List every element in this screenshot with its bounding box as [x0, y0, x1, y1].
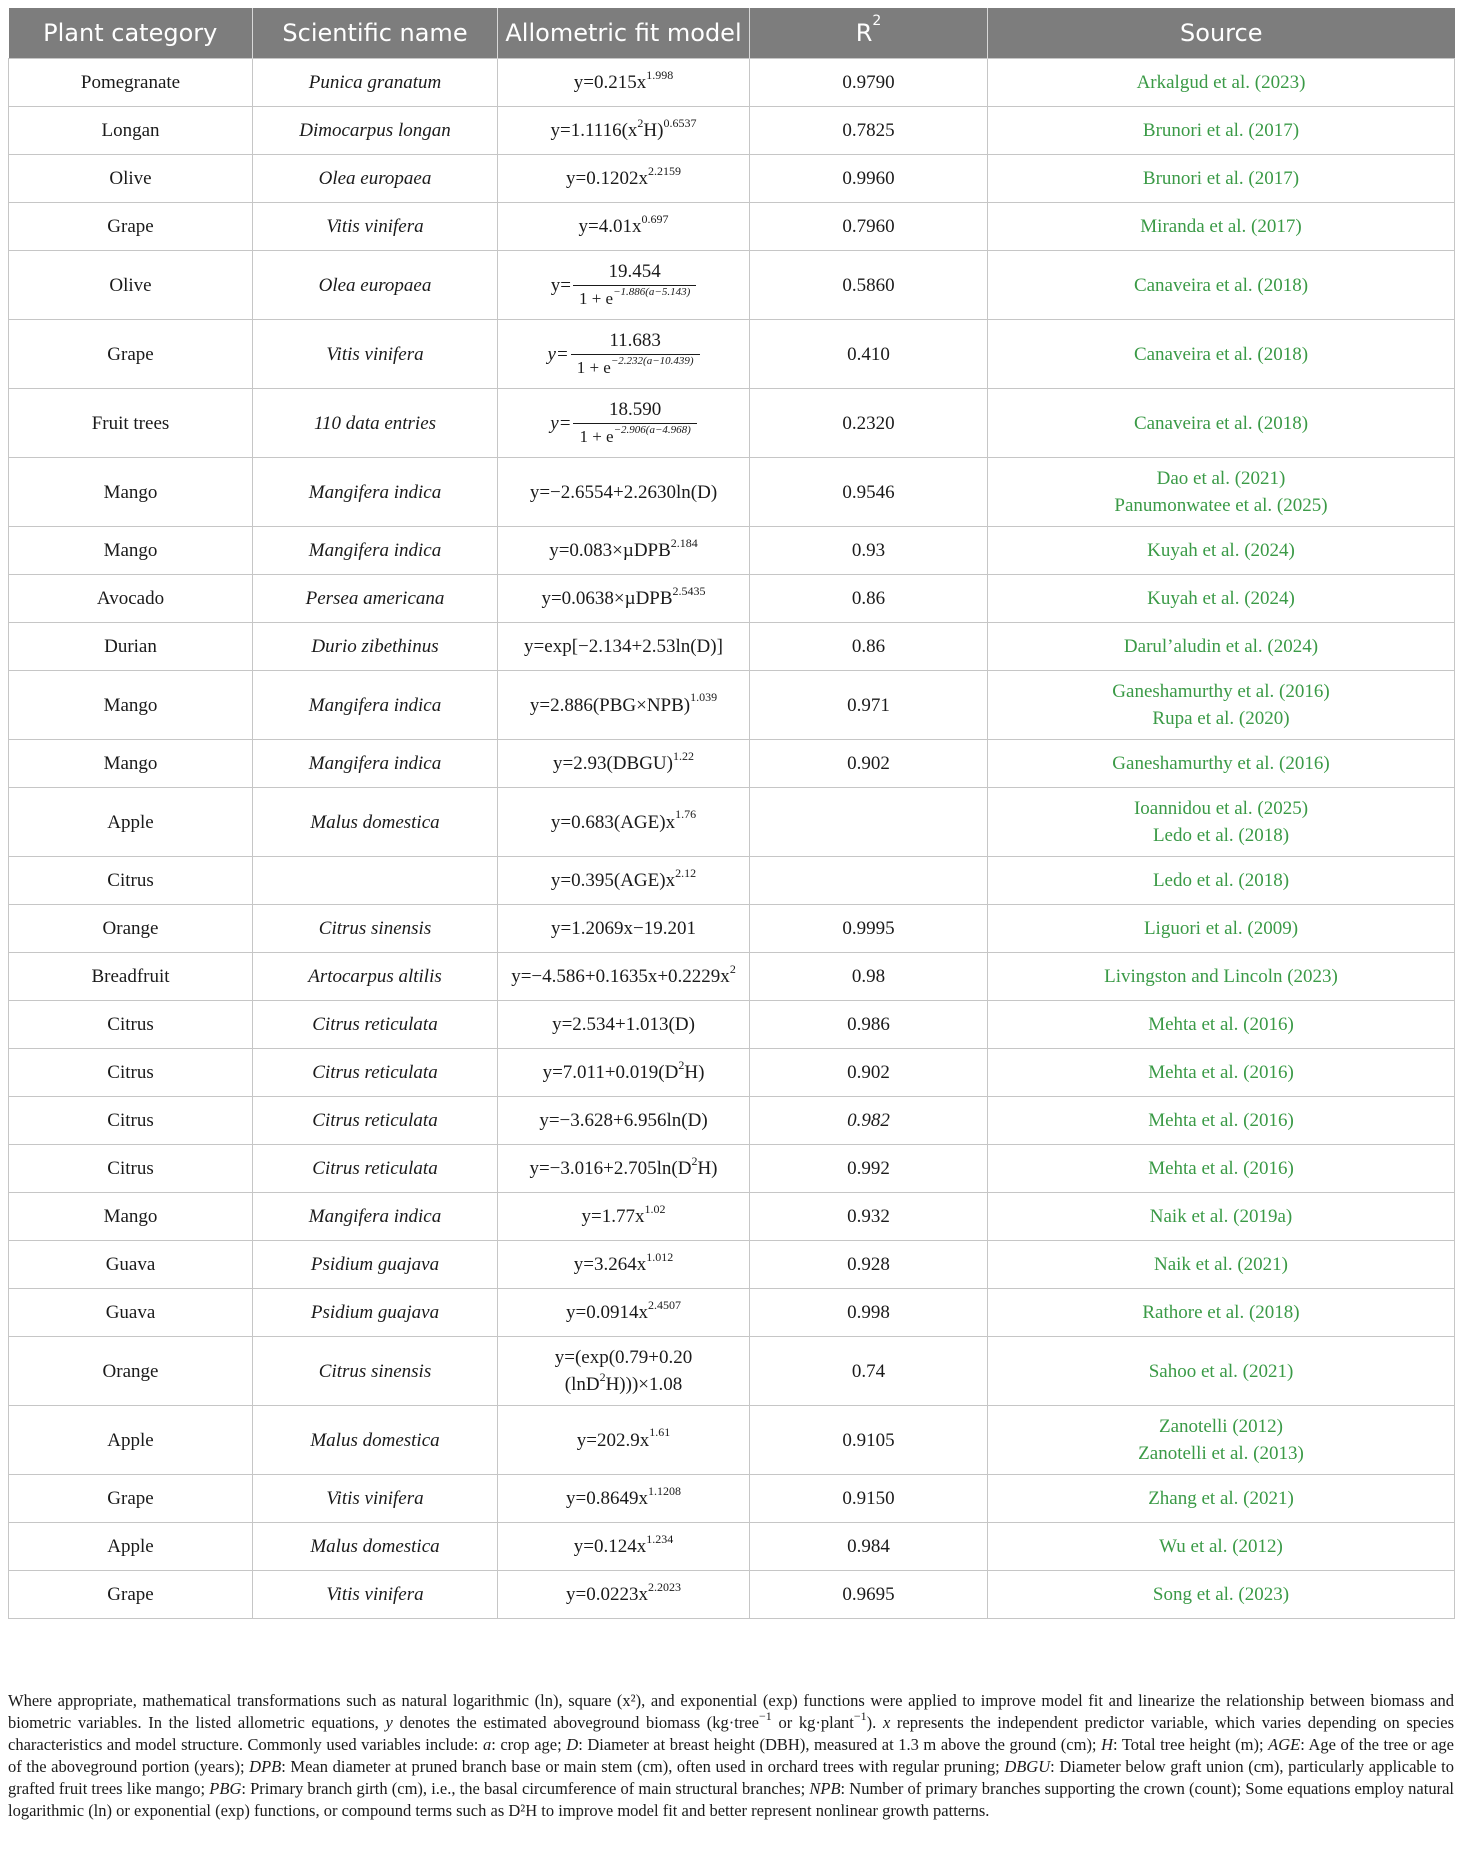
cell-r2: 0.984	[750, 1523, 988, 1571]
table-row	[9, 458, 1455, 527]
cell-plant-category: Citrus	[9, 1049, 253, 1097]
cell-source	[988, 1145, 1455, 1193]
cell-scientific-name	[253, 857, 498, 905]
cell-r2: 0.902	[750, 1049, 988, 1097]
source-link[interactable]: Kuyah et al. (2024)	[1147, 540, 1295, 561]
table-row	[9, 1001, 1455, 1049]
cell-source	[988, 905, 1455, 953]
table-row	[9, 788, 1455, 857]
table-row	[9, 857, 1455, 905]
cell-scientific-name: Artocarpus altilis	[253, 953, 498, 1001]
header-plant-category: Plant category	[9, 8, 253, 59]
cell-plant-category: Fruit trees	[9, 389, 253, 458]
cell-allometric-model: y=−2.6554+2.2630ln(D)	[498, 458, 750, 527]
cell-r2: 0.93	[750, 527, 988, 575]
cell-plant-category: Longan	[9, 107, 253, 155]
cell-scientific-name: Vitis vinifera	[253, 1571, 498, 1619]
cell-allometric-model: $y=1.1116(x^2H)^{0.6537}$	[498, 107, 750, 155]
cell-source	[988, 203, 1455, 251]
cell-r2: 0.986	[750, 1001, 988, 1049]
cell-scientific-name: Mangifera indica	[253, 527, 498, 575]
cell-r2: 0.998	[750, 1289, 988, 1337]
cell-source	[988, 1193, 1455, 1241]
cell-source	[988, 1475, 1455, 1523]
cell-plant-category: Mango	[9, 458, 253, 527]
cell-scientific-name: Citrus reticulata	[253, 1049, 498, 1097]
table-container	[8, 8, 1454, 1619]
cell-plant-category: Citrus	[9, 857, 253, 905]
cell-scientific-name: Vitis vinifera	[253, 320, 498, 389]
cell-plant-category: Grape	[9, 203, 253, 251]
cell-allometric-model: y=2.93(DBGU)$^{1.22}$	[498, 740, 750, 788]
source-link[interactable]: Dao et al. (2021)	[1156, 468, 1286, 489]
cell-allometric-model: y=exp[−2.134+2.53ln(D)]	[498, 623, 750, 671]
cell-allometric-model: y= $\frac{11.683}{1 + e^{-2.232(a-10.439)}}$	[498, 320, 750, 389]
source-link[interactable]: Zanotelli (2012)	[1159, 1416, 1283, 1437]
cell-r2	[750, 857, 988, 905]
source-link[interactable]: Kuyah et al. (2024)	[1147, 588, 1295, 609]
source-link[interactable]: Rathore et al. (2018)	[1142, 1302, 1300, 1323]
cell-r2: 0.86	[750, 575, 988, 623]
cell-scientific-name: Vitis vinifera	[253, 203, 498, 251]
table-row	[9, 1145, 1455, 1193]
cell-r2: 0.928	[750, 1241, 988, 1289]
cell-allometric-model: $y=0.0914x^{2.4507}$	[498, 1289, 750, 1337]
cell-plant-category: Mango	[9, 671, 253, 740]
source-link[interactable]: Song et al. (2023)	[1152, 1584, 1290, 1605]
cell-scientific-name: Durio zibethinus	[253, 623, 498, 671]
table-row	[9, 1289, 1455, 1337]
table-row	[9, 107, 1455, 155]
cell-plant-category: Avocado	[9, 575, 253, 623]
cell-plant-category: Citrus	[9, 1145, 253, 1193]
table-row	[9, 1571, 1455, 1619]
cell-r2: 0.9695	[750, 1571, 988, 1619]
cell-plant-category: Guava	[9, 1289, 253, 1337]
cell-r2: 0.7825	[750, 107, 988, 155]
source-link[interactable]: Brunori et al. (2017)	[1142, 168, 1300, 189]
table-row	[9, 59, 1455, 107]
source-link[interactable]: Ledo et al. (2018)	[1152, 825, 1290, 846]
source-link[interactable]: Ganeshamurthy et al. (2016)	[1112, 753, 1330, 774]
cell-plant-category: Grape	[9, 1571, 253, 1619]
source-link[interactable]: Arkalgud et al. (2023)	[1136, 72, 1306, 93]
cell-allometric-model: $y=0.395(AGE)x^{2.12}$	[498, 857, 750, 905]
cell-r2: 0.992	[750, 1145, 988, 1193]
cell-plant-category: Grape	[9, 1475, 253, 1523]
cell-plant-category: Orange	[9, 1337, 253, 1406]
cell-plant-category: Durian	[9, 623, 253, 671]
table-row	[9, 203, 1455, 251]
cell-r2: 0.9995	[750, 905, 988, 953]
cell-scientific-name: Citrus sinensis	[253, 905, 498, 953]
cell-source	[988, 1049, 1455, 1097]
cell-source	[988, 155, 1455, 203]
cell-r2: 0.9790	[750, 59, 988, 107]
cell-allometric-model: y=2.534+1.013(D)	[498, 1001, 750, 1049]
cell-plant-category: Mango	[9, 527, 253, 575]
cell-allometric-model: y=0.0638×µDPB$^{2.5435}$	[498, 575, 750, 623]
cell-r2: 0.9960	[750, 155, 988, 203]
source-link[interactable]: Sahoo et al. (2021)	[1148, 1360, 1294, 1382]
cell-r2: 0.982	[750, 1097, 988, 1145]
cell-r2: 0.98	[750, 953, 988, 1001]
table-row	[9, 905, 1455, 953]
cell-source	[988, 671, 1455, 740]
cell-allometric-model: y=(exp(0.79+0.20 (lnD$^2$H)))×1.08	[498, 1337, 750, 1406]
cell-source	[988, 1097, 1455, 1145]
cell-allometric-model: y=−3.628+6.956ln(D)	[498, 1097, 750, 1145]
cell-scientific-name: Mangifera indica	[253, 458, 498, 527]
header-source: Source	[988, 8, 1455, 59]
cell-plant-category: Apple	[9, 1523, 253, 1571]
cell-plant-category: Grape	[9, 320, 253, 389]
cell-source	[988, 575, 1455, 623]
cell-allometric-model: $y=4.01x^{0.697}$	[498, 203, 750, 251]
cell-source	[988, 1523, 1455, 1571]
cell-r2: 0.410	[750, 320, 988, 389]
cell-scientific-name: Citrus sinensis	[253, 1337, 498, 1406]
cell-allometric-model: y= $\frac{18.590}{1 + e^{-2.906(a-4.968)}}$	[498, 389, 750, 458]
cell-source	[988, 59, 1455, 107]
header-r2: $R^2$	[750, 8, 988, 59]
cell-r2	[750, 788, 988, 857]
cell-plant-category: Apple	[9, 1406, 253, 1475]
cell-scientific-name: Mangifera indica	[253, 740, 498, 788]
cell-source	[988, 788, 1455, 857]
cell-allometric-model: $y=0.683(AGE)x^{1.76}$	[498, 788, 750, 857]
table-row	[9, 320, 1455, 389]
cell-plant-category: Mango	[9, 1193, 253, 1241]
cell-allometric-model: $y=0.1202x^{2.2159}$	[498, 155, 750, 203]
cell-scientific-name: Psidium guajava	[253, 1289, 498, 1337]
source-link[interactable]: Zanotelli et al. (2013)	[1138, 1443, 1304, 1464]
cell-scientific-name: Punica granatum	[253, 59, 498, 107]
table-row	[9, 623, 1455, 671]
source-link[interactable]: Darul’aludin et al. (2024)	[1123, 636, 1319, 657]
cell-scientific-name: Olea europaea	[253, 251, 498, 320]
cell-r2: 0.7960	[750, 203, 988, 251]
table-row	[9, 155, 1455, 203]
cell-source	[988, 953, 1455, 1001]
cell-source	[988, 1571, 1455, 1619]
cell-allometric-model: $y=0.0223x^{2.2023}$	[498, 1571, 750, 1619]
source-link[interactable]: Naik et al. (2021)	[1153, 1254, 1288, 1275]
source-link[interactable]: Wu et al. (2012)	[1159, 1536, 1283, 1557]
cell-source	[988, 1289, 1455, 1337]
cell-plant-category: Pomegranate	[9, 59, 253, 107]
table-row	[9, 671, 1455, 740]
source-link[interactable]: Brunori et al. (2017)	[1142, 120, 1300, 141]
table-row	[9, 1475, 1455, 1523]
cell-scientific-name: Malus domestica	[253, 788, 498, 857]
table-row	[9, 740, 1455, 788]
cell-r2: 0.5860	[750, 251, 988, 320]
cell-allometric-model: y= $\frac{19.454}{1 + e^{-1.886(a-5.143)}}$	[498, 251, 750, 320]
table-footnote: Where appropriate, mathematical transformations such as natural logarithmic (ln), square (x²), and exponential (exp) functions were applied to improve model fit and linearize the relationship between biomass and biometric variables. In the listed allometric equations, y denotes the estimated aboveground biomass (kg·tree$^{-1}$ or kg·plant$^{-1}$). x represents the independent predictor variable, which varies depending on species characteristics and model structure. Commonly used variables include: a: crop age; D: Diameter at breast height (DBH), measured at 1.3 m above the ground (cm); H: Total tree height (m); AGE: Age of the tree or age of the aboveground portion (years); DPB: Mean diameter at pruned branch base or main stem (cm), often used in orchard trees with regular pruning; DBGU: Diameter below graft union (cm), particularly applicable to grafted fruit trees like mango; PBG: Primary branch girth (cm), i.e., the basal circumference of main structural branches; NPB: Number of primary branches supporting the crown (count); Some equations employ natural logarithmic (ln) or exponential (exp) functions, or compound terms such as D²H to improve model fit and better represent nonlinear growth patterns.	[8, 1691, 1455, 1820]
table-header-row	[9, 8, 1455, 59]
source-link[interactable]: Mehta et al. (2016)	[1148, 1158, 1294, 1179]
cell-scientific-name: Citrus reticulata	[253, 1001, 498, 1049]
source-link[interactable]: Ioannidou et al. (2025)	[1133, 798, 1309, 819]
source-link[interactable]: Canaveira et al. (2018)	[1133, 412, 1309, 434]
table-row	[9, 527, 1455, 575]
cell-allometric-model: $y=2.886(PBG\times NPB)^{1.039}$	[498, 671, 750, 740]
cell-source	[988, 857, 1455, 905]
cell-allometric-model: y=0.083×µDPB$^{2.184}$	[498, 527, 750, 575]
cell-source	[988, 1406, 1455, 1475]
cell-source	[988, 740, 1455, 788]
cell-r2: 0.74	[750, 1337, 988, 1406]
cell-allometric-model: $y=0.124x^{1.234}$	[498, 1523, 750, 1571]
source-link[interactable]: Miranda et al. (2017)	[1140, 216, 1302, 237]
cell-source	[988, 527, 1455, 575]
cell-plant-category: Citrus	[9, 1097, 253, 1145]
cell-r2: 0.86	[750, 623, 988, 671]
cell-r2: 0.932	[750, 1193, 988, 1241]
cell-allometric-model: $y=0.8649x^{1.1208}$	[498, 1475, 750, 1523]
cell-plant-category: Citrus	[9, 1001, 253, 1049]
cell-allometric-model: $y=-4.586+0.1635x+0.2229x^2$	[498, 953, 750, 1001]
source-link[interactable]: Liguori et al. (2009)	[1143, 918, 1299, 939]
cell-source	[988, 251, 1455, 320]
source-link[interactable]: Mehta et al. (2016)	[1148, 1062, 1294, 1083]
cell-allometric-model: $y=0.215x^{1.998}$	[498, 59, 750, 107]
source-link[interactable]: Mehta et al. (2016)	[1148, 1014, 1294, 1035]
cell-scientific-name: Olea europaea	[253, 155, 498, 203]
cell-source	[988, 458, 1455, 527]
table-body	[9, 59, 1455, 1619]
cell-scientific-name: Malus domestica	[253, 1523, 498, 1571]
cell-source	[988, 1337, 1455, 1406]
table-row	[9, 389, 1455, 458]
table-row	[9, 1337, 1455, 1406]
source-link[interactable]: Rupa et al. (2020)	[1152, 708, 1290, 729]
cell-source	[988, 107, 1455, 155]
cell-source	[988, 623, 1455, 671]
cell-scientific-name: Vitis vinifera	[253, 1475, 498, 1523]
cell-plant-category: Orange	[9, 905, 253, 953]
cell-plant-category: Breadfruit	[9, 953, 253, 1001]
cell-scientific-name: Dimocarpus longan	[253, 107, 498, 155]
table-row	[9, 1193, 1455, 1241]
cell-allometric-model: $y=202.9x^{1.61}$	[498, 1406, 750, 1475]
cell-source	[988, 1001, 1455, 1049]
cell-r2: 0.9105	[750, 1406, 988, 1475]
cell-plant-category: Guava	[9, 1241, 253, 1289]
cell-allometric-model: $y=-3.016+2.705\ln(D^2H)$	[498, 1145, 750, 1193]
table-row	[9, 953, 1455, 1001]
table-row	[9, 1406, 1455, 1475]
source-link[interactable]: Ledo et al. (2018)	[1152, 870, 1290, 891]
cell-r2: 0.9150	[750, 1475, 988, 1523]
cell-r2: 0.2320	[750, 389, 988, 458]
cell-scientific-name: Mangifera indica	[253, 1193, 498, 1241]
cell-r2: 0.902	[750, 740, 988, 788]
cell-scientific-name: Persea americana	[253, 575, 498, 623]
cell-scientific-name: Citrus reticulata	[253, 1097, 498, 1145]
cell-scientific-name: Citrus reticulata	[253, 1145, 498, 1193]
source-link[interactable]: Naik et al. (2019a)	[1149, 1206, 1293, 1227]
table-row	[9, 1241, 1455, 1289]
source-link[interactable]: Livingston and Lincoln (2023)	[1104, 966, 1338, 987]
cell-r2: 0.9546	[750, 458, 988, 527]
cell-plant-category: Apple	[9, 788, 253, 857]
allometric-table	[8, 8, 1455, 1619]
cell-scientific-name: 110 data entries	[253, 389, 498, 458]
source-link[interactable]: Canaveira et al. (2018)	[1133, 274, 1309, 296]
source-link[interactable]: Mehta et al. (2016)	[1148, 1110, 1294, 1131]
header-allometric-model: Allometric fit model	[498, 8, 750, 59]
source-link[interactable]: Panumonwatee et al. (2025)	[1114, 495, 1328, 516]
table-row	[9, 575, 1455, 623]
table-row	[9, 251, 1455, 320]
table-row	[9, 1049, 1455, 1097]
cell-allometric-model: $y=1.77x^{1.02}$	[498, 1193, 750, 1241]
cell-scientific-name: Mangifera indica	[253, 671, 498, 740]
cell-allometric-model: $y=7.011+0.019(D^2H)$	[498, 1049, 750, 1097]
table-row	[9, 1097, 1455, 1145]
header-scientific-name: Scientific name	[253, 8, 498, 59]
table-row	[9, 1523, 1455, 1571]
source-link[interactable]: Canaveira et al. (2018)	[1133, 343, 1309, 365]
cell-plant-category: Mango	[9, 740, 253, 788]
source-link[interactable]: Ganeshamurthy et al. (2016)	[1112, 681, 1330, 702]
cell-allometric-model: y=1.2069x−19.201	[498, 905, 750, 953]
cell-scientific-name: Psidium guajava	[253, 1241, 498, 1289]
cell-scientific-name: Malus domestica	[253, 1406, 498, 1475]
cell-source	[988, 1241, 1455, 1289]
cell-r2: 0.971	[750, 671, 988, 740]
cell-source	[988, 320, 1455, 389]
cell-plant-category: Olive	[9, 155, 253, 203]
source-link[interactable]: Zhang et al. (2021)	[1148, 1488, 1294, 1509]
cell-plant-category: Olive	[9, 251, 253, 320]
cell-source	[988, 389, 1455, 458]
cell-allometric-model: $y=3.264x^{1.012}$	[498, 1241, 750, 1289]
